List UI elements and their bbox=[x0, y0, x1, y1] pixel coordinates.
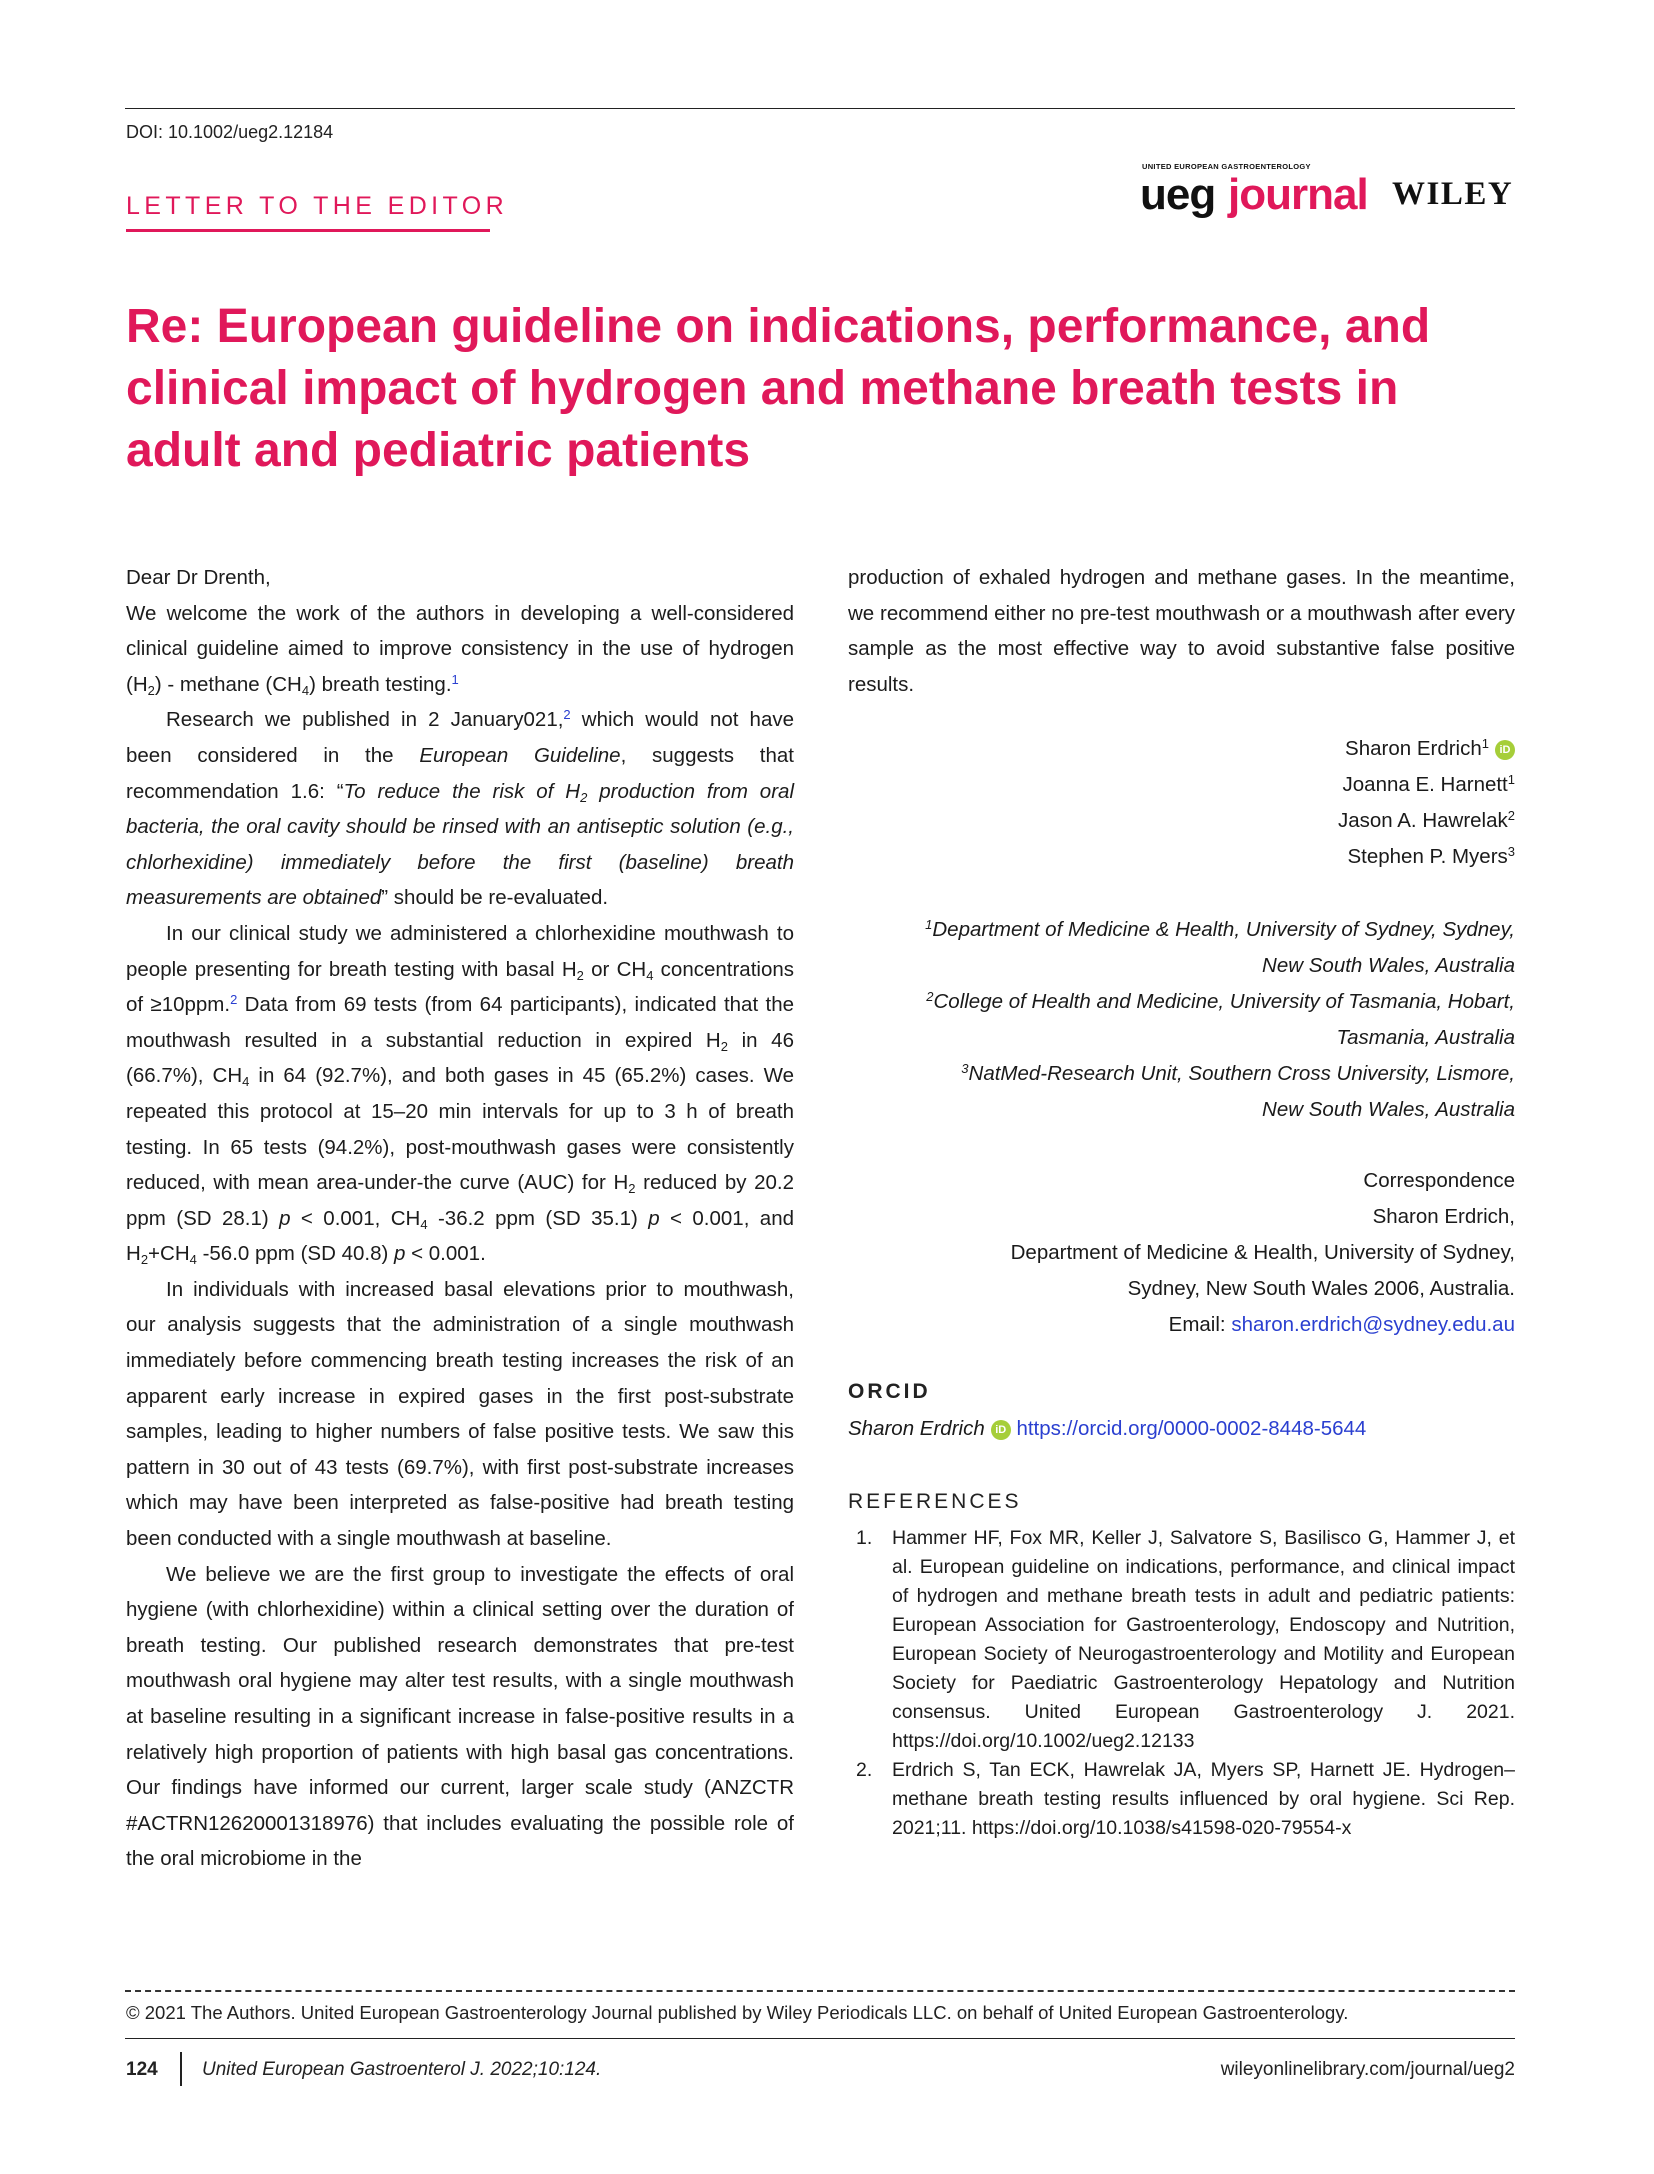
author-line: Stephen P. Myers$^3$ bbox=[1347, 844, 1515, 868]
reference-list bbox=[848, 1524, 1515, 1843]
author-line: Joanna E. Harnett$^1$ bbox=[1342, 772, 1515, 796]
paragraph-5: We believe we are the first group to investigate the effects of oral hygiene (with chlorhexidine) within a clinical setting over the duration of breath testing. Our published research demonstrates that pre-test mouthwash oral hygiene may alter test results, with a single mouthwash at baseline resulting in a significant increase in false-positive results in a relatively high proportion of patients with high basal gas concentrations. Our findings have informed our current, larger scale study (ANZCTR #ACTRN12620001318976) that includes evaluating the possible role of the oral microbiome in the bbox=[126, 1562, 794, 1871]
author-line: Sharon Erdrich$^1$ iD bbox=[848, 731, 1515, 767]
footer-divider bbox=[125, 1990, 1515, 1992]
paragraph-1: We welcome the work of the authors in developing a well-considered clinical guideline aimed to improve consistency in the use of hydrogen $(H_2)$ - methane $(CH_4)$ breath testing.$^1$ bbox=[126, 601, 794, 698]
website-link[interactable]: wileyonlinelibrary.com/journal/ueg2 bbox=[1220, 2059, 1515, 2080]
paragraph-2: Research we published in 2 January021,$^2$ which would not have been considered in the European Guideline, suggests that recommendation 1.6: “To reduce the risk of $H_2$ production from oral bacteria, the oral cavity should be rinsed with an antiseptic solution (e.g., chlorhexidine) immediately before the first (baseline) breath measurements are obtained” should be re-evaluated. bbox=[126, 707, 794, 910]
salutation: Dear Dr Drenth, bbox=[126, 566, 271, 589]
orcid-link[interactable]: https://orcid.org/0000-0002-8448-5644 bbox=[1016, 1417, 1367, 1440]
citation-link[interactable]: 1 bbox=[451, 671, 459, 687]
citation-link[interactable]: 2 bbox=[230, 992, 238, 1008]
correspondence-line: Department of Medicine & Health, University of Sydney, bbox=[1010, 1241, 1515, 1264]
right-column bbox=[848, 560, 1515, 702]
orcid-id-icon[interactable]: iD bbox=[1495, 740, 1515, 760]
page-separator bbox=[180, 2052, 182, 2086]
citation-link[interactable]: 2 bbox=[563, 707, 571, 723]
correspondence-line: Sydney, New South Wales 2006, Australia. bbox=[1127, 1277, 1515, 1300]
logo-ueg: ueg bbox=[1140, 170, 1216, 219]
affiliation-line: New South Wales, Australia bbox=[1262, 954, 1515, 977]
logo-small-text: UNITED EUROPEAN GASTROENTEROLOGY bbox=[1142, 162, 1311, 171]
paragraph-continued: production of exhaled hydrogen and methane gases. In the meantime, we recommend either no pre-test mouthwash or a mouthwash after every sample as the most effective way to avoid substantive false positive results. bbox=[848, 566, 1515, 696]
article-title: Re: European guideline on indications, performance, and clinical impact of hydrogen and methane breath tests in adult and pediatric patients bbox=[126, 300, 1431, 477]
correspondence-heading: Correspondence bbox=[1363, 1169, 1515, 1192]
copyright-notice: © 2021 The Authors. United European Gastroenterology Journal published by Wiley Periodicals LLC. on behalf of United European Gastroenterology. bbox=[126, 2002, 1349, 2023]
author-list bbox=[848, 731, 1515, 875]
paragraph-3: In our clinical study we administered a chlorhexidine mouthwash to people presenting for breath testing with basal $H_2$ or $CH_4$ concentrations of ≥10ppm.$^2$ Data from 69 tests (from 64 participants), indicated that the mouthwash resulted in a substantial reduction in expired $H_2$ in 46 (66.7%), $CH_4$ in 64 (92.7%), and both gases in 45 (65.2%) cases. We repeated this protocol at 15–20 min intervals for up to 3 h of breath testing. In 65 tests (94.2%), post-mouthwash gases were consistently reduced, with mean area-under-the curve (AUC) for $H_2$ reduced by 20.2 ppm (SD 28.1) p < 0.001, $CH_4$ -36.2 ppm (SD 35.1) p < 0.001, and $H_2+CH_4$ -56.0 ppm (SD 40.8) p < 0.001. bbox=[126, 921, 795, 1268]
orcid-heading: ORCID bbox=[848, 1380, 931, 1403]
page-number: 124 bbox=[126, 2059, 158, 2080]
reference-item: 1. Hammer HF, Fox MR, Keller J, Salvatore S, Basilisco G, Hammer J, et al. European guideline on indications, performance, and clinical impact of hydrogen and methane breath tests in adult and pediatric patients: European Association for Gastroenterology, Endoscopy and Nutrition, European Society of Neurogastroenterology and Motility and European Society for Paediatric Gastroenterology Hepatology and Nutrition consensus. United European Gastroenterology J. 2021. https://doi.org/10.1002/ueg2.12133 bbox=[856, 1527, 1515, 1752]
affiliation-line: Tasmania, Australia bbox=[1336, 1026, 1515, 1049]
reference-item: 2. Erdrich S, Tan ECK, Hawrelak JA, Myers SP, Harnett JE. Hydrogen–methane breath testing results influenced by oral hygiene. Sci Rep. 2021;11. https://doi.org/10.1038/s41598-020-79554-x bbox=[856, 1759, 1515, 1839]
journal-logo bbox=[1140, 160, 1516, 222]
orcid-entry: Sharon Erdrich iD https://orcid.org/0000-0002-8448-5644 bbox=[848, 1417, 1367, 1440]
paragraph-4: In individuals with increased basal elevations prior to mouthwash, our analysis suggests that the administration of a single mouthwash immediately before commencing breath testing increases the risk of an apparent early increase in expired gases in the first post-substrate samples, leading to higher numbers of false positive tests. We saw this pattern in 30 out of 43 tests (69.7%), with first post-substrate increases which may have been interpreted as false-positive had breath testing been conducted with a single mouthwash at baseline. bbox=[126, 1277, 794, 1551]
section-underline bbox=[126, 229, 490, 232]
author-line: Jason A. Hawrelak$^2$ bbox=[1337, 808, 1515, 832]
top-rule bbox=[125, 108, 1515, 109]
left-column bbox=[126, 560, 794, 1877]
section-label: LETTER TO THE EDITOR bbox=[126, 192, 509, 220]
affiliations bbox=[848, 912, 1515, 1128]
correspondence bbox=[848, 1163, 1515, 1343]
correspondence-email: Email: sharon.erdrich@sydney.edu.au bbox=[1168, 1313, 1515, 1336]
affiliation-line: $^2$College of Health and Medicine, University of Tasmania, Hobart, bbox=[926, 989, 1515, 1013]
email-link[interactable]: sharon.erdrich@sydney.edu.au bbox=[1231, 1313, 1515, 1336]
correspondence-name: Sharon Erdrich, bbox=[1372, 1205, 1515, 1228]
affiliation-line: $^3$NatMed-Research Unit, Southern Cross University, Lismore, bbox=[961, 1061, 1515, 1085]
affiliation-line: $^1$Department of Medicine & Health, University of Sydney, Sydney, bbox=[925, 917, 1515, 941]
bottom-rule bbox=[125, 2038, 1515, 2039]
references-heading: REFERENCES bbox=[848, 1490, 1022, 1513]
orcid-id-icon: iD bbox=[991, 1420, 1011, 1440]
publisher-logo: WILEY bbox=[1392, 176, 1514, 212]
logo-journal: journal bbox=[1228, 170, 1368, 219]
affiliation-line: New South Wales, Australia bbox=[1262, 1098, 1515, 1121]
doi[interactable]: DOI: 10.1002/ueg2.12184 bbox=[126, 122, 334, 142]
journal-citation: United European Gastroenterol J. 2022;10:124. bbox=[202, 2059, 602, 2080]
